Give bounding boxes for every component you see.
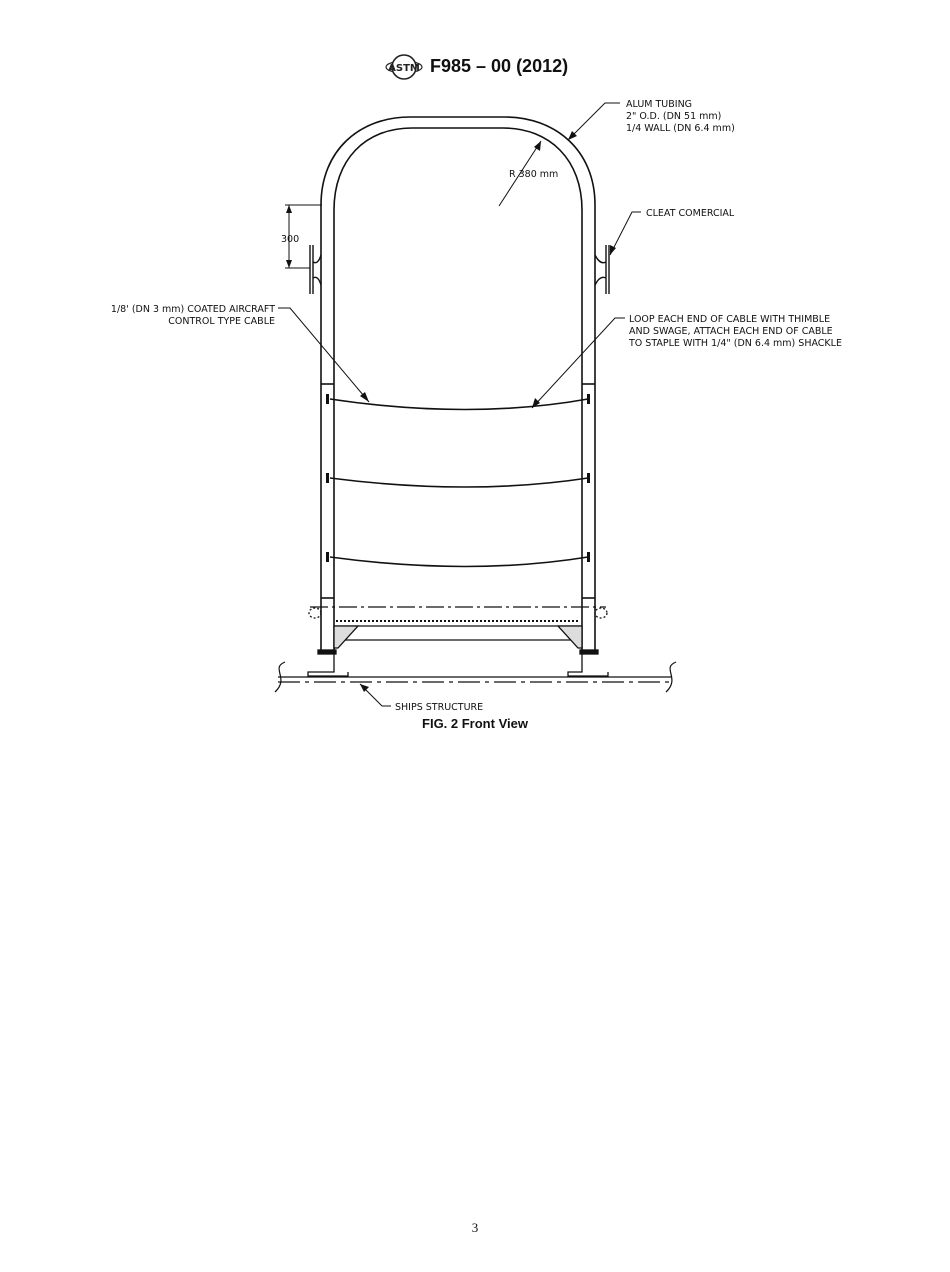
base-assembly — [308, 607, 608, 676]
cleats — [310, 245, 609, 294]
ships-structure-label: SHIPS STRUCTURE — [395, 702, 484, 713]
cleat-label: CLEAT COMERCIAL — [646, 208, 735, 219]
ships-structure — [275, 662, 676, 692]
cable-label-line1: 1/8' (DN 3 mm) COATED AIRCRAFT — [110, 304, 275, 315]
tubing-label-line1: ALUM TUBING — [626, 99, 693, 110]
tubing-label-line3: 1/4 WALL (DN 6.4 mm) — [626, 123, 735, 134]
dimension-label: 300 — [281, 234, 300, 245]
figure-caption: FIG. 2 Front View — [422, 716, 528, 731]
tubing-label-line2: 2" O.D. (DN 51 mm) — [626, 111, 722, 122]
radius-label: R 380 mm — [509, 169, 559, 180]
loop-label-line1: LOOP EACH END OF CABLE WITH THIMBLE — [629, 314, 831, 325]
arrowheads — [286, 131, 616, 692]
leader-lines — [278, 103, 641, 706]
document-designation: F985 – 00 (2012) — [430, 56, 569, 76]
loop-label-line2: AND SWAGE, ATTACH EACH END OF CABLE — [629, 326, 833, 337]
loop-label-line3: TO STAPLE WITH 1/4" (DN 6.4 mm) SHACKLE — [629, 338, 842, 349]
cable-label-line2: CONTROL TYPE CABLE — [168, 316, 275, 327]
cables — [330, 399, 588, 567]
page-number: 3 — [471, 1220, 479, 1235]
cable-staples — [326, 394, 590, 562]
svg-text:ASTM: ASTM — [388, 63, 420, 74]
